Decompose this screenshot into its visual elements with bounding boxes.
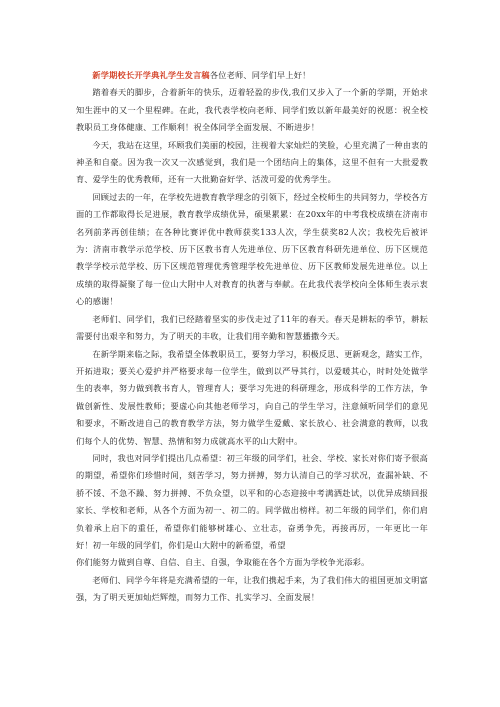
paragraph-1: 踏着春天的脚步，合着新年的快乐，迈着轻盈的步伐,我们又步入了一个新的学期，开始求知生涯中的又一个里程碑。在此，我代表学校向老师、同学们致以新年最美好的祝愿：祝全校教职员工身体健康、工作顺利！祝全体同学全面发展、不断进步！	[76, 87, 428, 133]
paragraph-4: 老师们、同学们，我们已经踏着坚实的步伐走过了11年的春天。春天是耕耘的季节，耕耘需要付出艰辛和努力，为了明天的丰收，让我们用辛勤和智慧播撒今天。	[76, 313, 428, 342]
paragraph-8: 老师们、同学今年将是充满希望的一年，让我们携起手来，为了我们伟大的祖国更加文明富强，为了明天更加灿烂辉煌，而努力工作、扎实学习、全面发展！	[76, 574, 428, 603]
paragraph-7: 你们能努力做到自尊、自信、自主、自强，争取能在各个方面为学校争光添彩。	[76, 557, 370, 568]
paragraph-3: 回顾过去的一年，在学校先进教育教学理念的引领下，经过全校师生的共同努力，学校各方面的工作都取得长足进展，教育教学成绩优异，硕果累累：在20xx年的中考我校成绩在济南市名列前茅再创佳绩；在各种比赛评优中教师获奖133人次，学生获奖82人次；我校先后被评为：济南市教学示范学校、历下区教书育人先进单位、历下区教育科研先进单位、历下区规范教学学校示范学校、历下区规范管理优秀管理学校先进单位、历下区教师发展先进单位。以上成绩的取得凝聚了每一位山大附中人对教育的执著与奉献。在此我代表学校向全体师生表示衷心的感谢！	[76, 191, 428, 307]
paragraph-5: 在新学期来临之际，我希望全体教职员工，要努力学习，积极反思、更新观念，踏实工作，开拓进取；要关心爱护并严格要求每一位学生，做到以严导其行，以爱暖其心，时时处处做学生的表率，努力做到教书育人，管理育人；要学习先进的科研理念，形成科学的工作方法，争做创新性、发展性教师；要虚心向其他老师学习，向自己的学生学习，注意倾听同学们的意见和要求，不断改进自己的教育教学方法，努力做学生爱戴、家长放心、社会满意的教师，以我们每个人的优势、智慧、热情和努力成就高水平的山大附中。	[76, 348, 428, 446]
paragraph-2: 今天，我站在这里，环顾我们美丽的校园，注视着大家灿烂的笑脸，心里充满了一种由衷的神圣和自豪。因为我一次又一次感觉到，我们是一个团结向上的集体，这里不但有一大批爱教育、爱学生的优秀教师，还有一大批勤奋好学、活泼可爱的优秀学生。	[76, 139, 428, 185]
paragraph-6: 同时，我也对同学们提出几点希望：初三年级的同学们，社会、学校、家长对你们寄予很高的期望，希望你们珍惜时间，刻苦学习，努力拼搏，努力认清自己的学习状况，查漏补缺、不骄不馁、不急不躁、努力拼搏、不负众望，以平和的心态迎接中考满洒赴试，以优异成绩回报家长、学校和老师，从各个方面为初一、初二的。同学做出榜样。初二年级的同学们，你们肩负着承上启下的重任，希望你们能够树雄心、立壮志，奋勇争先，再接再厉，一年更比一年好！初一年级的同学们，你们是山大附中的新希望，希望	[76, 452, 428, 550]
document-title: 新学期校长开学典礼学生发言稿	[92, 70, 210, 80]
greeting: 各位老师、同学们早上好！	[209, 70, 311, 80]
opening-paragraph	[76, 67, 428, 84]
document-page	[76, 67, 428, 607]
